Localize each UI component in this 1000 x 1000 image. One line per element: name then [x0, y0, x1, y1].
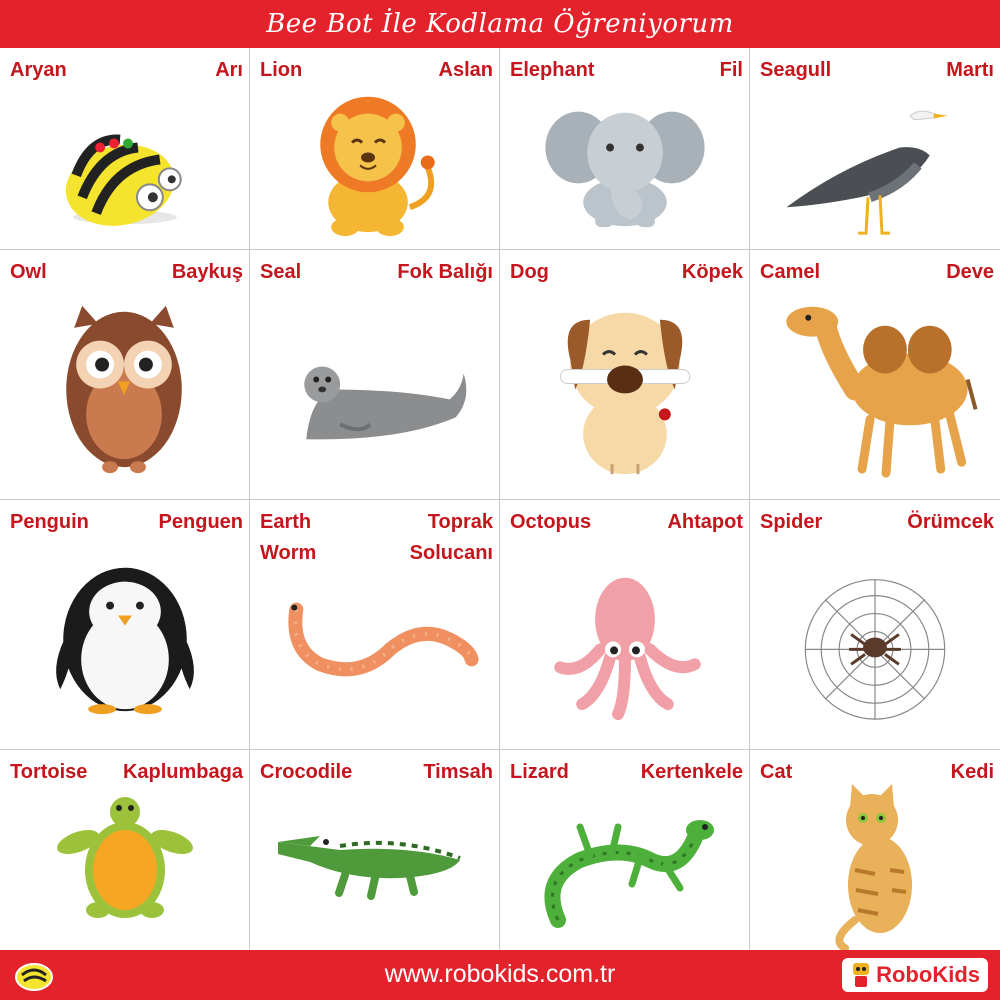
card-english-name: Octopus: [510, 511, 592, 533]
card-turkish-name: Arı: [215, 59, 243, 81]
website-url[interactable]: www.robokids.com.tr: [384, 960, 616, 988]
lion-icon: [250, 48, 500, 249]
card-english-name: Cat: [760, 761, 793, 783]
card-turkish-name: Kedi: [950, 761, 994, 783]
card-turkish-name: Fil: [719, 59, 743, 81]
card-dog: [500, 250, 750, 500]
card-crocodile: [250, 750, 500, 950]
card-seagull: [750, 48, 1000, 250]
camel-icon: [750, 250, 1000, 499]
card-spider: [750, 500, 1000, 750]
card-turkish-name: Aslan: [438, 59, 493, 81]
card-english-name: Tortoise: [10, 761, 88, 783]
card-camel: [750, 250, 1000, 500]
card-turkish-name: Kaplumbaga: [122, 761, 243, 783]
card-english-name: Dog: [510, 261, 549, 283]
card-turkish-name: Penguen: [158, 511, 243, 533]
elephant-icon: [500, 48, 750, 249]
card-english-name: Spider: [760, 511, 823, 533]
card-turkish-name: Deve: [946, 261, 994, 283]
card-english-name: Earth Worm: [260, 511, 317, 564]
card-penguin: [0, 500, 250, 750]
card-english-name: Seagull: [760, 59, 832, 81]
card-english-name: Owl: [10, 261, 47, 283]
seagull-icon: [750, 48, 1000, 249]
octopus-icon: [500, 500, 750, 749]
logo-text: RoboKids: [876, 962, 980, 987]
header-banner: [0, 0, 1000, 48]
robot-mascot-icon: [848, 961, 874, 989]
lizard-icon: [500, 750, 750, 950]
card-turkish-name: Örümcek: [907, 511, 994, 533]
card-aryan: [0, 48, 250, 250]
card-seal: [250, 250, 500, 500]
card-turkish-name: Köpek: [681, 261, 743, 283]
cat-icon: [750, 750, 1000, 950]
crocodile-icon: [250, 750, 500, 950]
card-turkish-name: Fok Balığı: [397, 261, 493, 283]
card-earth-worm: [250, 500, 500, 750]
card-turkish-name: Martı: [946, 59, 994, 81]
card-turkish-name: Timsah: [423, 761, 493, 783]
card-english-name: Penguin: [10, 511, 89, 533]
card-english-name: Lion: [260, 59, 303, 81]
owl-icon: [0, 250, 250, 499]
card-lion: [250, 48, 500, 250]
card-elephant: [500, 48, 750, 250]
bee-bot-icon: [0, 48, 250, 249]
card-english-name: Seal: [260, 261, 302, 283]
card-english-name: Aryan: [10, 59, 67, 81]
spider-icon: [750, 500, 1000, 749]
card-cat: [750, 750, 1000, 950]
card-turkish-name: Kertenkele: [640, 761, 743, 783]
card-octopus: [500, 500, 750, 750]
card-turkish-name: Ahtapot: [667, 511, 743, 533]
card-english-name: Elephant: [510, 59, 595, 81]
dog-icon: [500, 250, 750, 499]
card-owl: [0, 250, 250, 500]
card-english-name: Crocodile: [260, 761, 353, 783]
card-english-name: Lizard: [510, 761, 569, 783]
penguin-icon: [0, 500, 250, 749]
worm-icon: [250, 500, 500, 749]
card-lizard: [500, 750, 750, 950]
card-tortoise: [0, 750, 250, 950]
card-turkish-name: Toprak Solucanı: [409, 511, 493, 564]
robokids-logo: [842, 958, 988, 992]
card-turkish-name: Baykuş: [171, 261, 243, 283]
tortoise-icon: [0, 750, 250, 950]
animal-card-grid: [0, 48, 1000, 950]
card-english-name: Camel: [760, 261, 821, 283]
seal-icon: [250, 250, 500, 499]
page-title: Bee Bot İle Kodlama Öğreniyorum: [266, 9, 734, 39]
footer-banner: [0, 950, 1000, 1000]
